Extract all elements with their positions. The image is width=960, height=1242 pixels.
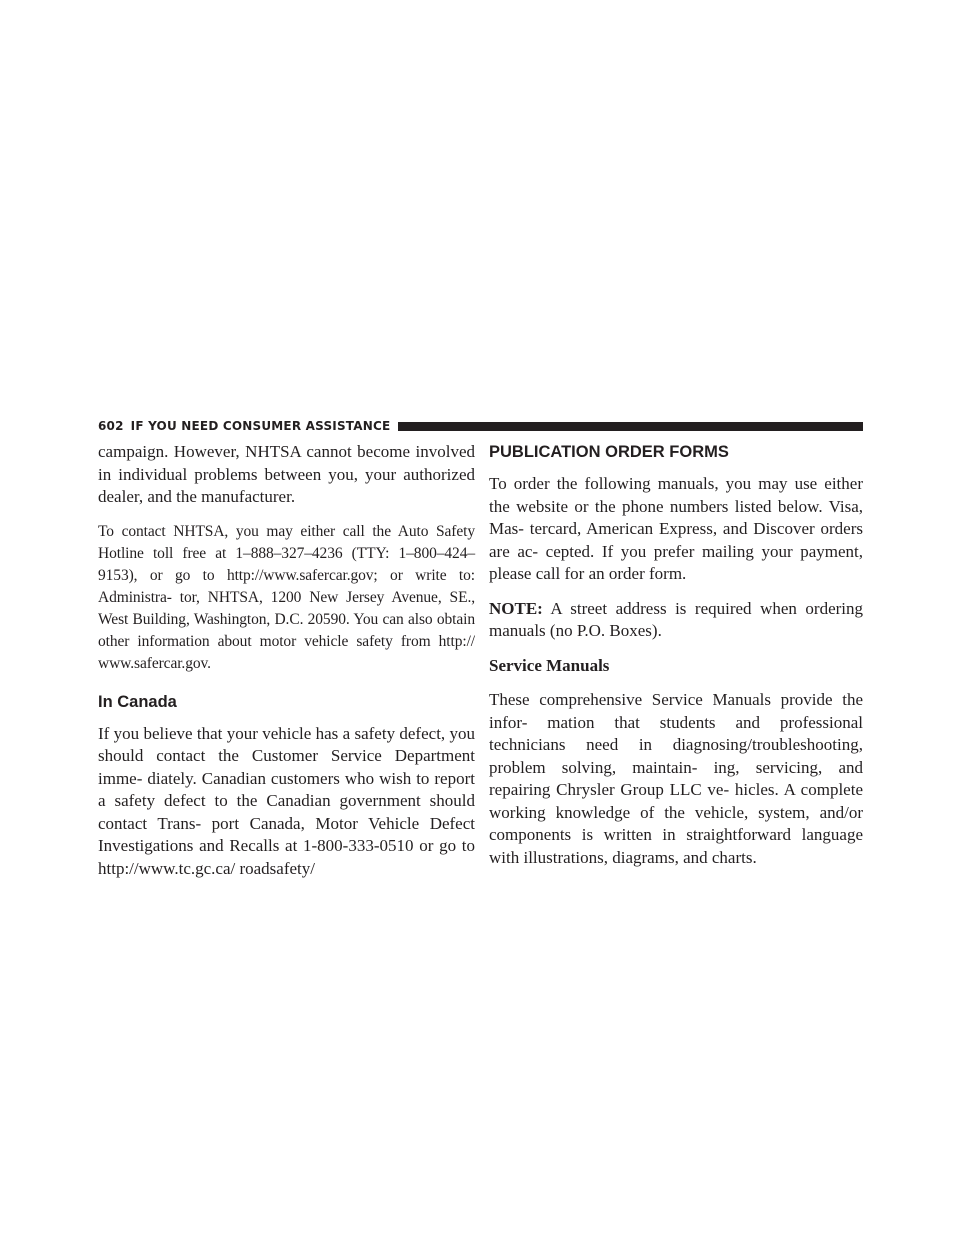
subheading-service-manuals: Service Manuals [489, 655, 610, 675]
right-column [489, 441, 863, 881]
left-column [98, 441, 475, 892]
page-number: 602 [98, 419, 124, 433]
paragraph-nhtsa-involvement: campaign. However, NHTSA cannot become involved in individual problems between you, your authorized dealer, and the manufacturer. [98, 442, 475, 506]
paragraph-canada-defect: If you believe that your vehicle has a safety defect, you should contact the Customer Service Department imme- diately. Canadian customers who wish to report a safety defect to the Canadian government should contact Trans- port Canada, Motor Vehicle Defect Investigations and Recalls at 1-800-333-0510 or go to http://www.tc.gc.ca/ roadsafety/ [98, 723, 475, 878]
section-title: IF YOU NEED CONSUMER ASSISTANCE [130, 419, 391, 433]
paragraph-order-manuals: To order the following manuals, you may use either the website or the phone numbers listed below. Visa, Mas- tercard, American Express, and Discover orders are ac- cepted. If you prefer mailing your payment, please call for an order form. [489, 474, 863, 583]
heading-in-canada: In Canada [98, 692, 177, 711]
header-rule [398, 422, 863, 431]
note-paragraph [489, 598, 863, 643]
paragraph-contact-nhtsa: To contact NHTSA, you may either call the Auto Safety Hotline toll free at 1–888–327–4236 (TTY: 1–800–424– 9153), or go to http://www.safercar.gov; or write to: Administra- tor, NHTSA, 1200 New Jersey Avenue, SE., West Building, Washington, D.C. 20590. You can also obtain other information about motor vehicle safety from http:// www.safercar.gov. [98, 522, 475, 672]
note-text: A street address is required when ordering manuals (no P.O. Boxes). [489, 598, 863, 640]
note-label: NOTE: [489, 598, 543, 618]
page-header [98, 418, 863, 434]
heading-publication-order-forms: PUBLICATION ORDER FORMS [489, 443, 729, 461]
paragraph-service-manuals: These comprehensive Service Manuals provide the infor- mation that students and professional technicians need in diagnosing/troubleshooting, problem solving, maintain- ing, servicing, and repairing Chrysler Group LLC ve- hicles. A complete working knowledge of the vehicle, system, and/or components is written in straightforward language with illustrations, diagrams, and charts. [489, 690, 863, 867]
